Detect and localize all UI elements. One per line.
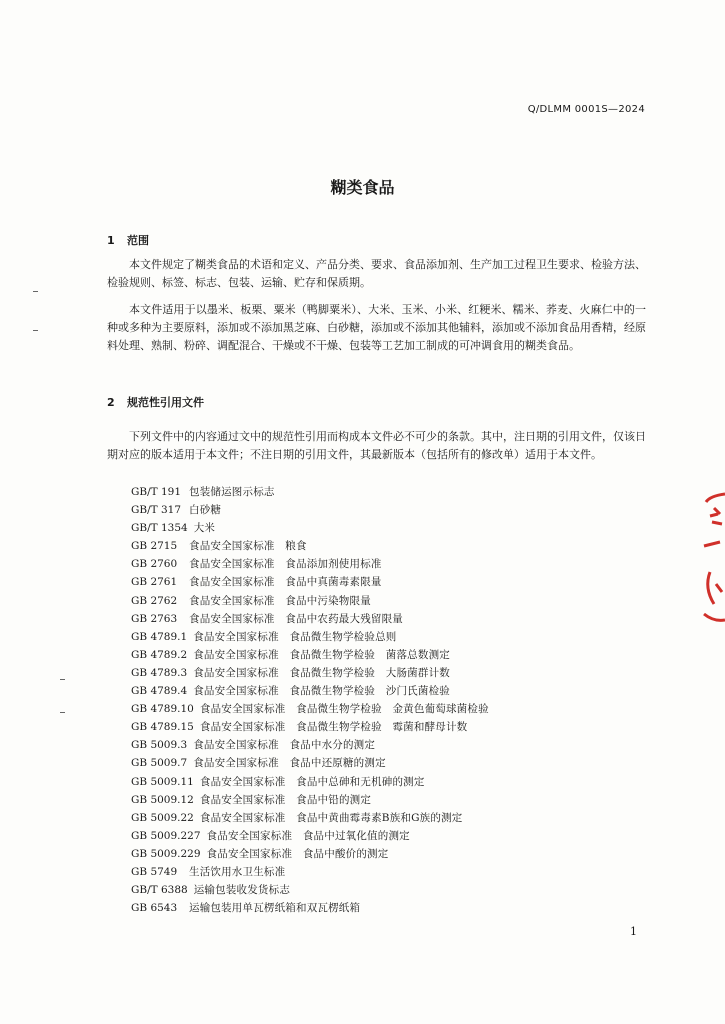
reference-list [131, 483, 489, 917]
scan-mark [60, 679, 65, 680]
reference-title: 食品安全国家标准 食品中还原糖的测定 [193, 757, 386, 770]
reference-title: 食品安全国家标准 食品中黄曲霉毒素B族和G族的测定 [199, 811, 463, 824]
reference-code: GB 5009.227 [131, 829, 201, 842]
reference-title: 白砂糖 [189, 504, 222, 517]
reference-item [131, 845, 489, 863]
reference-item [131, 899, 489, 917]
reference-title: 运输包装收发货标志 [193, 884, 291, 897]
reference-code: GB 2763 [131, 612, 178, 625]
references-intro-paragraph: 下列文件中的内容通过文中的规范性引用而构成本文件必不可少的条款。其中，注日期的引用文件，仅该日期对应的版本适用于本文件；不注日期的引用文件，其最新版本（包括所有的修改单）适用于本文件。 [107, 430, 646, 461]
reference-title: 食品安全国家标准 食品中过氧化值的测定 [206, 829, 410, 842]
section-number: 1 [107, 234, 115, 247]
reference-item [131, 791, 489, 809]
reference-title: 运输包装用单瓦楞纸箱和双瓦楞纸箱 [189, 902, 361, 915]
reference-item [131, 483, 489, 501]
reference-item [131, 664, 489, 682]
reference-code: GB/T 6388 [131, 884, 188, 897]
reference-code: GB 2715 [131, 540, 178, 553]
reference-item [131, 754, 489, 772]
scope-paragraph-2: 本文件适用于以墨米、板栗、粟米（鸭脚粟米）、大米、玉米、小米、红粳米、糯米、荞麦、火麻仁中的一种或多种为主要原料，添加或不添加黑芝麻、白砂糖，添加或不添加其他辅料，添加或不添加食品用香精，经原料处理、熟制、粉碎、调配混合、干燥或不干燥、包装等工艺加工制成的可冲调食用的糊类食品。 [107, 303, 646, 352]
document-title: 糊类食品 [330, 178, 395, 197]
reference-code: GB 4789.1 [131, 630, 188, 643]
reference-code: GB/T 1354 [131, 522, 188, 535]
reference-item [131, 827, 489, 845]
reference-item [131, 628, 489, 646]
scan-mark [33, 291, 38, 292]
reference-code: GB 6543 [131, 902, 178, 915]
reference-code: GB 4789.3 [131, 666, 188, 679]
reference-item [131, 863, 489, 881]
scan-mark [33, 330, 38, 331]
reference-title: 食品安全国家标准 食品微生物学检验 沙门氏菌检验 [193, 685, 450, 698]
reference-code: GB 4789.10 [131, 703, 194, 716]
reference-code: GB 4789.2 [131, 648, 188, 661]
reference-title: 食品安全国家标准 食品中真菌毒素限量 [189, 576, 382, 589]
reference-code: GB/T 317 [131, 504, 182, 517]
reference-item [131, 881, 489, 899]
reference-title: 食品安全国家标准 食品微生物学检验 霉菌和酵母计数 [199, 721, 468, 734]
reference-item [131, 592, 489, 610]
reference-code: GB 2762 [131, 594, 178, 607]
reference-code: GB 5009.12 [131, 793, 194, 806]
reference-code: GB 5009.22 [131, 811, 194, 824]
reference-title: 食品安全国家标准 食品中水分的测定 [193, 739, 376, 752]
document-code: Q/DLMM 0001S—2024 [527, 104, 645, 115]
reference-item [131, 573, 489, 591]
partial-seal-stamp [700, 488, 725, 628]
reference-code: GB 4789.4 [131, 685, 188, 698]
reference-code: GB 5009.229 [131, 847, 201, 860]
reference-item [131, 646, 489, 664]
reference-code: GB 5009.11 [131, 775, 194, 788]
reference-title: 食品安全国家标准 食品添加剂使用标准 [189, 558, 382, 571]
reference-title: 食品安全国家标准 食品中农药最大残留限量 [189, 612, 403, 625]
reference-item [131, 718, 489, 736]
reference-title: 食品安全国家标准 粮食 [189, 540, 307, 553]
reference-code: GB 5009.3 [131, 739, 188, 752]
reference-code: GB/T 191 [131, 486, 182, 498]
scan-mark [60, 712, 65, 713]
reference-title: 食品安全国家标准 食品微生物学检验 金黄色葡萄球菌检验 [199, 703, 489, 716]
reference-title: 食品安全国家标准 食品中酸价的测定 [206, 847, 389, 860]
reference-title: 生活饮用水卫生标准 [189, 865, 286, 878]
reference-item [131, 501, 489, 519]
reference-item [131, 519, 489, 537]
reference-item [131, 700, 489, 718]
reference-item [131, 682, 489, 700]
section-heading-scope [107, 232, 149, 248]
page-number: 1 [630, 925, 637, 938]
section-heading-references [107, 394, 204, 410]
reference-item [131, 736, 489, 754]
reference-title: 食品安全国家标准 食品中总砷和无机砷的测定 [199, 775, 425, 788]
scope-paragraph-1: 本文件规定了糊类食品的术语和定义、产品分类、要求、食品添加剂、生产加工过程卫生要求、检验方法、检验规则、标签、标志、包装、运输、贮存和保质期。 [107, 258, 646, 289]
reference-code: GB 5009.7 [131, 757, 188, 770]
reference-title: 包装储运图示标志 [189, 486, 275, 498]
reference-code: GB 2760 [131, 558, 178, 571]
reference-item [131, 610, 489, 628]
reference-title: 大米 [193, 522, 216, 535]
reference-code: GB 2761 [131, 576, 178, 589]
reference-title: 食品安全国家标准 食品微生物学检验 菌落总数测定 [193, 648, 450, 661]
reference-code: GB 5749 [131, 865, 178, 878]
reference-item [131, 773, 489, 791]
reference-item [131, 555, 489, 573]
reference-title: 食品安全国家标准 食品微生物学检验总则 [193, 630, 397, 643]
reference-item [131, 537, 489, 555]
section-title: 范围 [127, 234, 149, 247]
section-number: 2 [107, 396, 115, 409]
reference-title: 食品安全国家标准 食品中污染物限量 [189, 594, 371, 607]
reference-item [131, 809, 489, 827]
reference-title: 食品安全国家标准 食品微生物学检验 大肠菌群计数 [193, 666, 450, 679]
reference-code: GB 4789.15 [131, 721, 194, 734]
section-title: 规范性引用文件 [127, 396, 204, 409]
reference-title: 食品安全国家标准 食品中铅的测定 [199, 793, 372, 806]
